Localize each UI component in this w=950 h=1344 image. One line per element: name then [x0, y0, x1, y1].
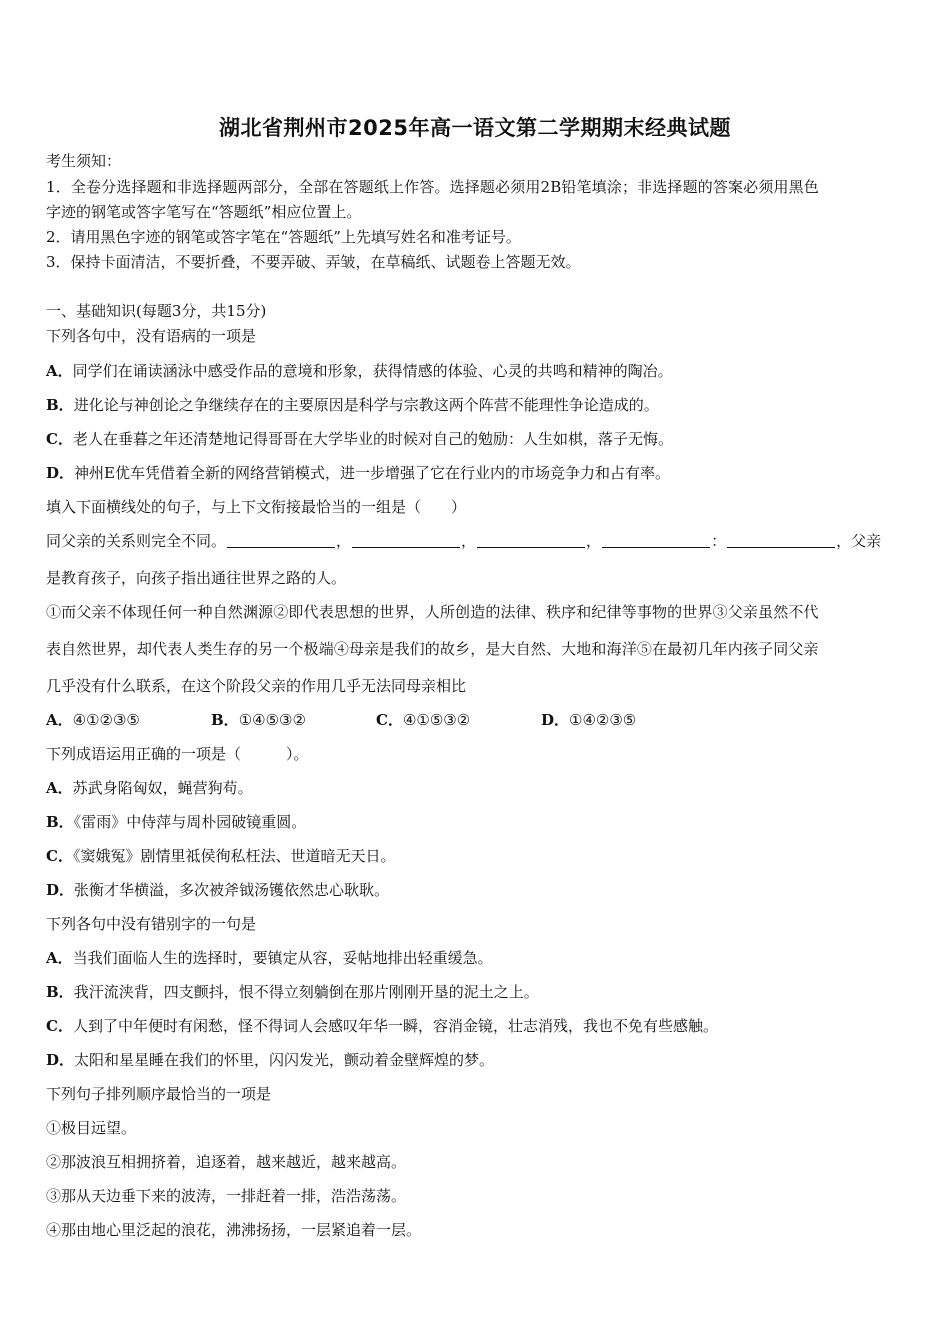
- line-end: ，父亲: [836, 532, 882, 550]
- option-letter: B．: [46, 983, 74, 1001]
- option-letter: B．: [46, 396, 74, 414]
- blank: [227, 533, 335, 548]
- option-text: 老人在垂暮之年还清楚地记得哥哥在大学毕业的时候对自己的勉励：人生如棋，落子无悔。: [72, 430, 673, 448]
- option-text: 《窦娥冤》剧情里祗侯徇私枉法、世道暗无天日。: [72, 847, 396, 865]
- option-d: [46, 462, 670, 484]
- separator: ：: [711, 532, 727, 550]
- fill-blank-line: [46, 530, 881, 552]
- option-b: [46, 981, 539, 1003]
- question-stem: 下列句子排列顺序最恰当的一项是: [46, 1085, 272, 1103]
- option-letter: C．: [46, 847, 73, 865]
- notice-item: 3．保持卡面清洁，不要折叠，不要弄破、弄皱，在草稿纸、试题卷上答题无效。: [46, 253, 581, 271]
- option-letter: C．: [46, 1017, 73, 1035]
- option-letter: A．: [46, 779, 73, 797]
- separator: ，: [336, 532, 352, 550]
- list-item: ①极目远望。: [46, 1119, 137, 1137]
- list-item: ③那从天边垂下来的波涛，一排赶着一排，浩浩荡荡。: [46, 1187, 407, 1205]
- notice-heading: 考生须知：: [46, 152, 122, 170]
- material-line: 几乎没有什么联系，在这个阶段父亲的作用几乎无法同母亲相比: [46, 677, 467, 695]
- notice-item: 1．全卷分选择题和非选择题两部分，全部在答题纸上作答。选择题必须用2B铅笔填涂；非选择题的答案必须用黑色: [46, 178, 819, 196]
- option-text: 我汗流浃背，四支颤抖，恨不得立刻躺倒在那片刚刚开垦的泥土之上。: [73, 983, 539, 1001]
- option-c: [376, 709, 541, 731]
- question-stem: 填入下面横线处的句子，与上下文衔接最恰当的一组是（ ）: [46, 498, 467, 516]
- blank: [477, 533, 585, 548]
- option-text: 张衡才华横溢，多次被斧钺汤镬依然忠心耿耿。: [74, 881, 390, 899]
- notice-item: 字迹的钢笔或答字笔写在“答题纸”相应位置上。: [46, 203, 362, 221]
- blank: [602, 533, 710, 548]
- option-letter: A．: [46, 362, 73, 380]
- option-d: [46, 879, 389, 901]
- option-letter: D．: [541, 711, 570, 729]
- material-line: 表自然世界，却代表人类生存的另一个极端④母亲是我们的故乡，是大自然、大地和海洋⑤在最初几年内孩子同父亲: [46, 640, 819, 658]
- option-letter: D．: [46, 1051, 75, 1069]
- blank: [727, 533, 835, 548]
- option-b: [211, 709, 376, 731]
- option-letter: B．: [46, 813, 74, 831]
- question-stem: 下列各句中，没有语病的一项是: [46, 327, 257, 345]
- option-c: [46, 428, 673, 450]
- option-text: 当我们面临人生的选择时，要镇定从容，妥帖地排出轻重缓急。: [72, 949, 493, 967]
- option-d: [46, 1049, 494, 1071]
- notice-item: 2．请用黑色字迹的钢笔或答字笔在“答题纸”上先填写姓名和准考证号。: [46, 228, 521, 246]
- option-letter: A．: [46, 711, 73, 729]
- option-text: 人到了中年便时有闲愁，怪不得词人会感叹年华一瞬，容消金镜，壮志消残，我也不免有些感触。: [72, 1017, 718, 1035]
- page-title: 湖北省荆州市2025年高一语文第二学期期末经典试题: [219, 116, 731, 140]
- line-start: 同父亲的关系则完全不同。: [46, 532, 227, 550]
- section-heading: 一、基础知识(每题3分，共15分): [46, 302, 267, 320]
- option-a: [46, 360, 673, 382]
- question-stem: 下列各句中没有错别字的一句是: [46, 915, 257, 933]
- option-d: [541, 709, 706, 731]
- fill-blank-line-2: 是教育孩子，向孩子指出通往世界之路的人。: [46, 569, 347, 587]
- option-letter: D．: [46, 464, 75, 482]
- option-text: 神州E优车凭借着全新的网络营销模式，进一步增强了它在行业内的市场竞争力和占有率。: [74, 464, 670, 482]
- option-letter: C．: [46, 430, 73, 448]
- separator: ，: [586, 532, 602, 550]
- option-text: 同学们在诵读涵泳中感受作品的意境和形象，获得情感的体验、心灵的共鸣和精神的陶冶。: [72, 362, 673, 380]
- separator: ，: [461, 532, 477, 550]
- question-stem: 下列成语运用正确的一项是（ ）。: [46, 745, 309, 763]
- option-a: [46, 709, 211, 731]
- option-text: ①④②③⑤: [569, 711, 637, 729]
- material-line: ①而父亲不体现任何一种自然渊源②即代表思想的世界，人所创造的法律、秩序和纪律等事物的世界③父亲虽然不代: [46, 603, 819, 621]
- option-text: 《雷雨》中侍萍与周朴园破镜重圆。: [73, 813, 307, 831]
- option-c: [46, 1015, 718, 1037]
- option-c: [46, 845, 395, 867]
- blank: [352, 533, 460, 548]
- option-a: [46, 947, 493, 969]
- option-row: [46, 709, 706, 731]
- list-item: ④那由地心里泛起的浪花，沸沸扬扬，一层紧追着一层。: [46, 1221, 422, 1239]
- option-text: ①④⑤③②: [238, 711, 306, 729]
- option-letter: A．: [46, 949, 73, 967]
- option-text: ④①⑤③②: [402, 711, 471, 729]
- option-text: 进化论与神创论之争继续存在的主要原因是科学与宗教这两个阵营不能理性争论造成的。: [73, 396, 659, 414]
- option-b: [46, 811, 306, 833]
- option-letter: B．: [211, 711, 239, 729]
- list-item: ②那波浪互相拥挤着，追逐着，越来越近，越来越高。: [46, 1153, 407, 1171]
- option-b: [46, 394, 659, 416]
- option-text: 苏武身陷匈奴，蝇营狗苟。: [72, 779, 253, 797]
- option-letter: D．: [46, 881, 75, 899]
- option-a: [46, 777, 253, 799]
- option-text: 太阳和星星睡在我们的怀里，闪闪发光，颤动着金壁辉煌的梦。: [74, 1051, 495, 1069]
- option-text: ④①②③⑤: [72, 711, 140, 729]
- option-letter: C．: [376, 711, 403, 729]
